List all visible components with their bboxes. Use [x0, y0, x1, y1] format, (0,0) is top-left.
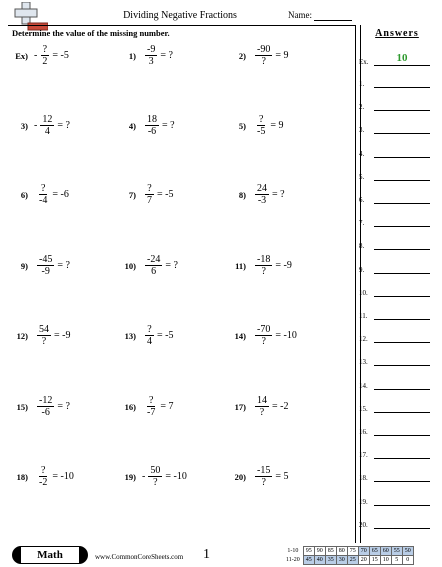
answer-label: 8. — [359, 242, 365, 251]
answer-label: 20. — [359, 520, 368, 529]
fraction — [40, 44, 49, 67]
answer-label: 6. — [359, 196, 365, 204]
answer-line-17[interactable] — [374, 458, 430, 459]
problem-number: 1) — [128, 50, 136, 61]
answers-panel — [355, 25, 433, 543]
answer-label: 10. — [359, 288, 368, 297]
problem-17 — [230, 395, 288, 418]
score-cell: 75 — [347, 547, 358, 556]
answer-line-1[interactable] — [374, 87, 430, 88]
problem-18 — [12, 465, 74, 488]
answer-line-4[interactable] — [374, 157, 430, 158]
problem-number: 18) — [16, 471, 28, 482]
numerator: 12 — [42, 114, 53, 125]
fraction — [145, 44, 157, 67]
problem-number: 8) — [238, 189, 246, 200]
denominator: -4 — [39, 195, 48, 206]
problem-number: Ex) — [15, 50, 28, 61]
problem-6 — [12, 183, 69, 206]
equation-result: = ? — [57, 120, 70, 131]
fraction — [37, 254, 54, 277]
answer-line-10[interactable] — [374, 296, 430, 297]
equation-result: = -10 — [165, 471, 187, 482]
numerator: ? — [40, 183, 46, 194]
answer-label: 15. — [359, 404, 368, 413]
score-cell: 40 — [314, 556, 325, 565]
equation-result: = 9 — [270, 120, 284, 131]
score-cell: 20 — [358, 556, 369, 565]
numerator: -70 — [257, 324, 271, 335]
example-problem — [12, 44, 69, 67]
answer-label: 11. — [359, 312, 368, 320]
answer-line-9[interactable] — [374, 273, 430, 274]
answer-label: 19. — [359, 497, 368, 506]
answer-line-3[interactable] — [374, 133, 430, 134]
numerator: -18 — [257, 254, 271, 265]
answer-label: 18. — [359, 474, 368, 483]
numerator: ? — [147, 324, 152, 335]
answer-label: 12. — [359, 335, 368, 344]
problem-number: 11) — [235, 260, 246, 271]
fraction — [255, 465, 272, 488]
equation-result: = -5 — [157, 189, 174, 200]
fraction — [255, 324, 272, 347]
negative-sign: - — [34, 50, 38, 61]
problem-number: 9) — [20, 260, 28, 271]
answer-line-7[interactable] — [374, 226, 430, 227]
problem-number: 14) — [234, 330, 246, 341]
footer-site: www.CommonCoreSheets.com — [95, 553, 184, 561]
score-cell: 25 — [347, 556, 358, 565]
answer-ex-label: Ex. — [359, 58, 369, 66]
numerator: 14 — [257, 395, 267, 406]
problem-11 — [230, 254, 292, 277]
answer-label: 4. — [359, 149, 365, 158]
denominator: -6 — [41, 407, 50, 418]
score-cell: 50 — [402, 547, 413, 556]
denominator: ? — [261, 477, 266, 488]
answer-line-2[interactable] — [374, 110, 430, 111]
answer-label: 16. — [359, 428, 368, 436]
answer-label: 3. — [359, 126, 365, 135]
equation-result: = -6 — [52, 189, 69, 200]
problem-20 — [230, 465, 288, 488]
fraction — [255, 183, 269, 206]
score-cell: 45 — [303, 556, 314, 565]
numerator: 18 — [147, 114, 157, 125]
score-cell: 35 — [325, 556, 336, 565]
numerator: ? — [258, 114, 264, 125]
worksheet-title: Dividing Negative Fractions — [123, 10, 237, 21]
problem-number: 17) — [234, 401, 246, 412]
score-cell: 80 — [336, 547, 347, 556]
negative-sign: - — [34, 120, 38, 131]
score-cell: 60 — [380, 547, 391, 556]
problem-7 — [120, 183, 173, 206]
answer-line-20[interactable] — [374, 528, 430, 529]
fraction — [145, 114, 159, 137]
problem-1 — [120, 44, 173, 67]
answer-line-13[interactable] — [374, 365, 430, 366]
denominator: -9 — [41, 266, 50, 277]
score-cell: 10 — [380, 556, 391, 565]
score-table — [284, 546, 414, 565]
score-cell: 55 — [391, 547, 402, 556]
fraction — [37, 395, 54, 418]
denominator: ? — [153, 477, 158, 488]
answer-line-5[interactable] — [374, 180, 430, 181]
answer-line-15[interactable] — [374, 412, 430, 413]
problem-13 — [120, 324, 173, 347]
problem-15 — [12, 395, 70, 418]
equation-result: = ? — [57, 401, 70, 412]
answer-label: 17. — [359, 451, 368, 460]
fraction — [37, 183, 49, 206]
fraction — [255, 44, 272, 67]
equation-result: = -10 — [275, 330, 297, 341]
score-cell: 70 — [358, 547, 369, 556]
denominator: -6 — [147, 126, 157, 137]
problem-19 — [120, 465, 187, 488]
score-row — [284, 547, 413, 556]
name-label: Name: — [288, 10, 312, 20]
answers-title: Answers — [375, 28, 419, 39]
problem-3 — [12, 114, 70, 137]
score-cell: 30 — [336, 556, 347, 565]
score-cell: 85 — [325, 547, 336, 556]
numerator: ? — [148, 395, 154, 406]
numerator: -90 — [257, 44, 271, 55]
answer-label: 13. — [359, 358, 368, 367]
equation-result: = -9 — [275, 260, 292, 271]
denominator: -7 — [147, 407, 156, 418]
fraction — [145, 183, 154, 206]
problem-10 — [120, 254, 178, 277]
numerator: 54 — [39, 324, 49, 335]
denominator: -5 — [257, 126, 266, 137]
answer-line-18[interactable] — [374, 481, 430, 482]
answer-ex-line — [374, 65, 430, 66]
problem-9 — [12, 254, 70, 277]
equation-result: = -5 — [157, 330, 174, 341]
problem-number: 13) — [124, 330, 136, 341]
denominator: ? — [261, 56, 266, 67]
denominator: ? — [259, 407, 265, 418]
fraction — [40, 114, 54, 137]
numerator: -12 — [39, 395, 53, 406]
fraction — [255, 254, 272, 277]
equation-result: = -10 — [52, 471, 74, 482]
denominator: 7 — [147, 195, 152, 206]
equation-result: = ? — [272, 189, 285, 200]
problem-number: 4) — [128, 120, 136, 131]
page-number: 1 — [203, 547, 210, 562]
problem-14 — [230, 324, 297, 347]
numerator: ? — [40, 465, 46, 476]
score-cell: 95 — [303, 547, 314, 556]
denominator: 2 — [42, 56, 48, 67]
answer-label: 1. — [359, 80, 365, 88]
answer-line-6[interactable] — [374, 203, 430, 204]
score-cell: 90 — [314, 547, 325, 556]
denominator: 3 — [148, 56, 154, 67]
problem-number: 10) — [124, 260, 136, 271]
answer-label: 9. — [359, 265, 365, 274]
answer-line-14[interactable] — [374, 389, 430, 390]
negative-sign: - — [142, 471, 146, 482]
fraction — [145, 395, 157, 418]
fraction — [145, 324, 154, 347]
fraction — [255, 114, 267, 137]
answer-line-19[interactable] — [374, 505, 430, 506]
equation-result: = 5 — [275, 471, 289, 482]
problem-number: 19) — [124, 471, 136, 482]
answer-label: 14. — [359, 381, 368, 390]
math-badge — [12, 546, 88, 564]
answer-line-11[interactable] — [374, 319, 430, 320]
answer-line-12[interactable] — [374, 342, 430, 343]
numerator: ? — [42, 44, 48, 55]
name-field-line[interactable] — [314, 20, 352, 21]
equation-result: = ? — [57, 260, 70, 271]
header-divider — [8, 25, 356, 26]
numerator: -45 — [39, 254, 53, 265]
score-cell: 0 — [402, 556, 413, 565]
problem-number: 6) — [20, 189, 28, 200]
problem-number: 2) — [238, 50, 246, 61]
score-cell: 5 — [391, 556, 402, 565]
fraction — [145, 254, 162, 277]
fraction — [37, 465, 49, 488]
numerator: -24 — [147, 254, 161, 265]
problem-12 — [12, 324, 70, 347]
answer-line-8[interactable] — [374, 249, 430, 250]
equation-result: = -9 — [54, 330, 71, 341]
equation-result: = -5 — [52, 50, 69, 61]
fraction — [37, 324, 51, 347]
problem-number: 3) — [20, 120, 28, 131]
answer-line-16[interactable] — [374, 435, 430, 436]
fraction — [148, 465, 162, 488]
denominator: 6 — [151, 266, 157, 277]
score-cell: 65 — [369, 547, 380, 556]
problem-number: 15) — [16, 401, 28, 412]
math-badge-label: Math — [21, 547, 79, 563]
problem-number: 7) — [128, 189, 136, 200]
answer-ex-value: 10 — [396, 52, 408, 64]
denominator: 4 — [44, 126, 50, 137]
denominator: -2 — [39, 477, 48, 488]
equation-result: = ? — [165, 260, 178, 271]
problem-16 — [120, 395, 173, 418]
problem-2 — [230, 44, 288, 67]
problem-4 — [120, 114, 175, 137]
denominator: ? — [261, 336, 266, 347]
score-row-label: 11-20 — [286, 557, 300, 563]
equation-result: = 9 — [275, 50, 289, 61]
numerator: 24 — [257, 183, 267, 194]
problem-number: 12) — [16, 330, 28, 341]
numerator: -15 — [257, 465, 271, 476]
denominator: ? — [41, 336, 47, 347]
problem-8 — [230, 183, 285, 206]
denominator: 4 — [147, 336, 152, 347]
denominator: ? — [261, 266, 266, 277]
equation-result: = -2 — [272, 401, 289, 412]
score-cell: 15 — [369, 556, 380, 565]
score-row-label: 1-10 — [287, 548, 299, 554]
equation-result: = 7 — [160, 401, 174, 412]
problem-number: 16) — [124, 401, 136, 412]
instructions: Determine the value of the missing number. — [12, 28, 170, 38]
equation-result: = ? — [160, 50, 173, 61]
denominator: -3 — [257, 195, 267, 206]
problem-number: 20) — [234, 471, 246, 482]
answer-label: 7. — [359, 219, 365, 228]
numerator: -9 — [147, 44, 156, 55]
score-row — [284, 556, 413, 565]
numerator: 50 — [150, 465, 161, 476]
fraction — [255, 395, 269, 418]
answer-label: 2. — [359, 103, 365, 112]
equation-result: = ? — [162, 120, 175, 131]
problem-number: 5) — [238, 120, 246, 131]
answer-label: 5. — [359, 172, 365, 181]
problem-5 — [230, 114, 283, 137]
numerator: ? — [147, 183, 152, 194]
